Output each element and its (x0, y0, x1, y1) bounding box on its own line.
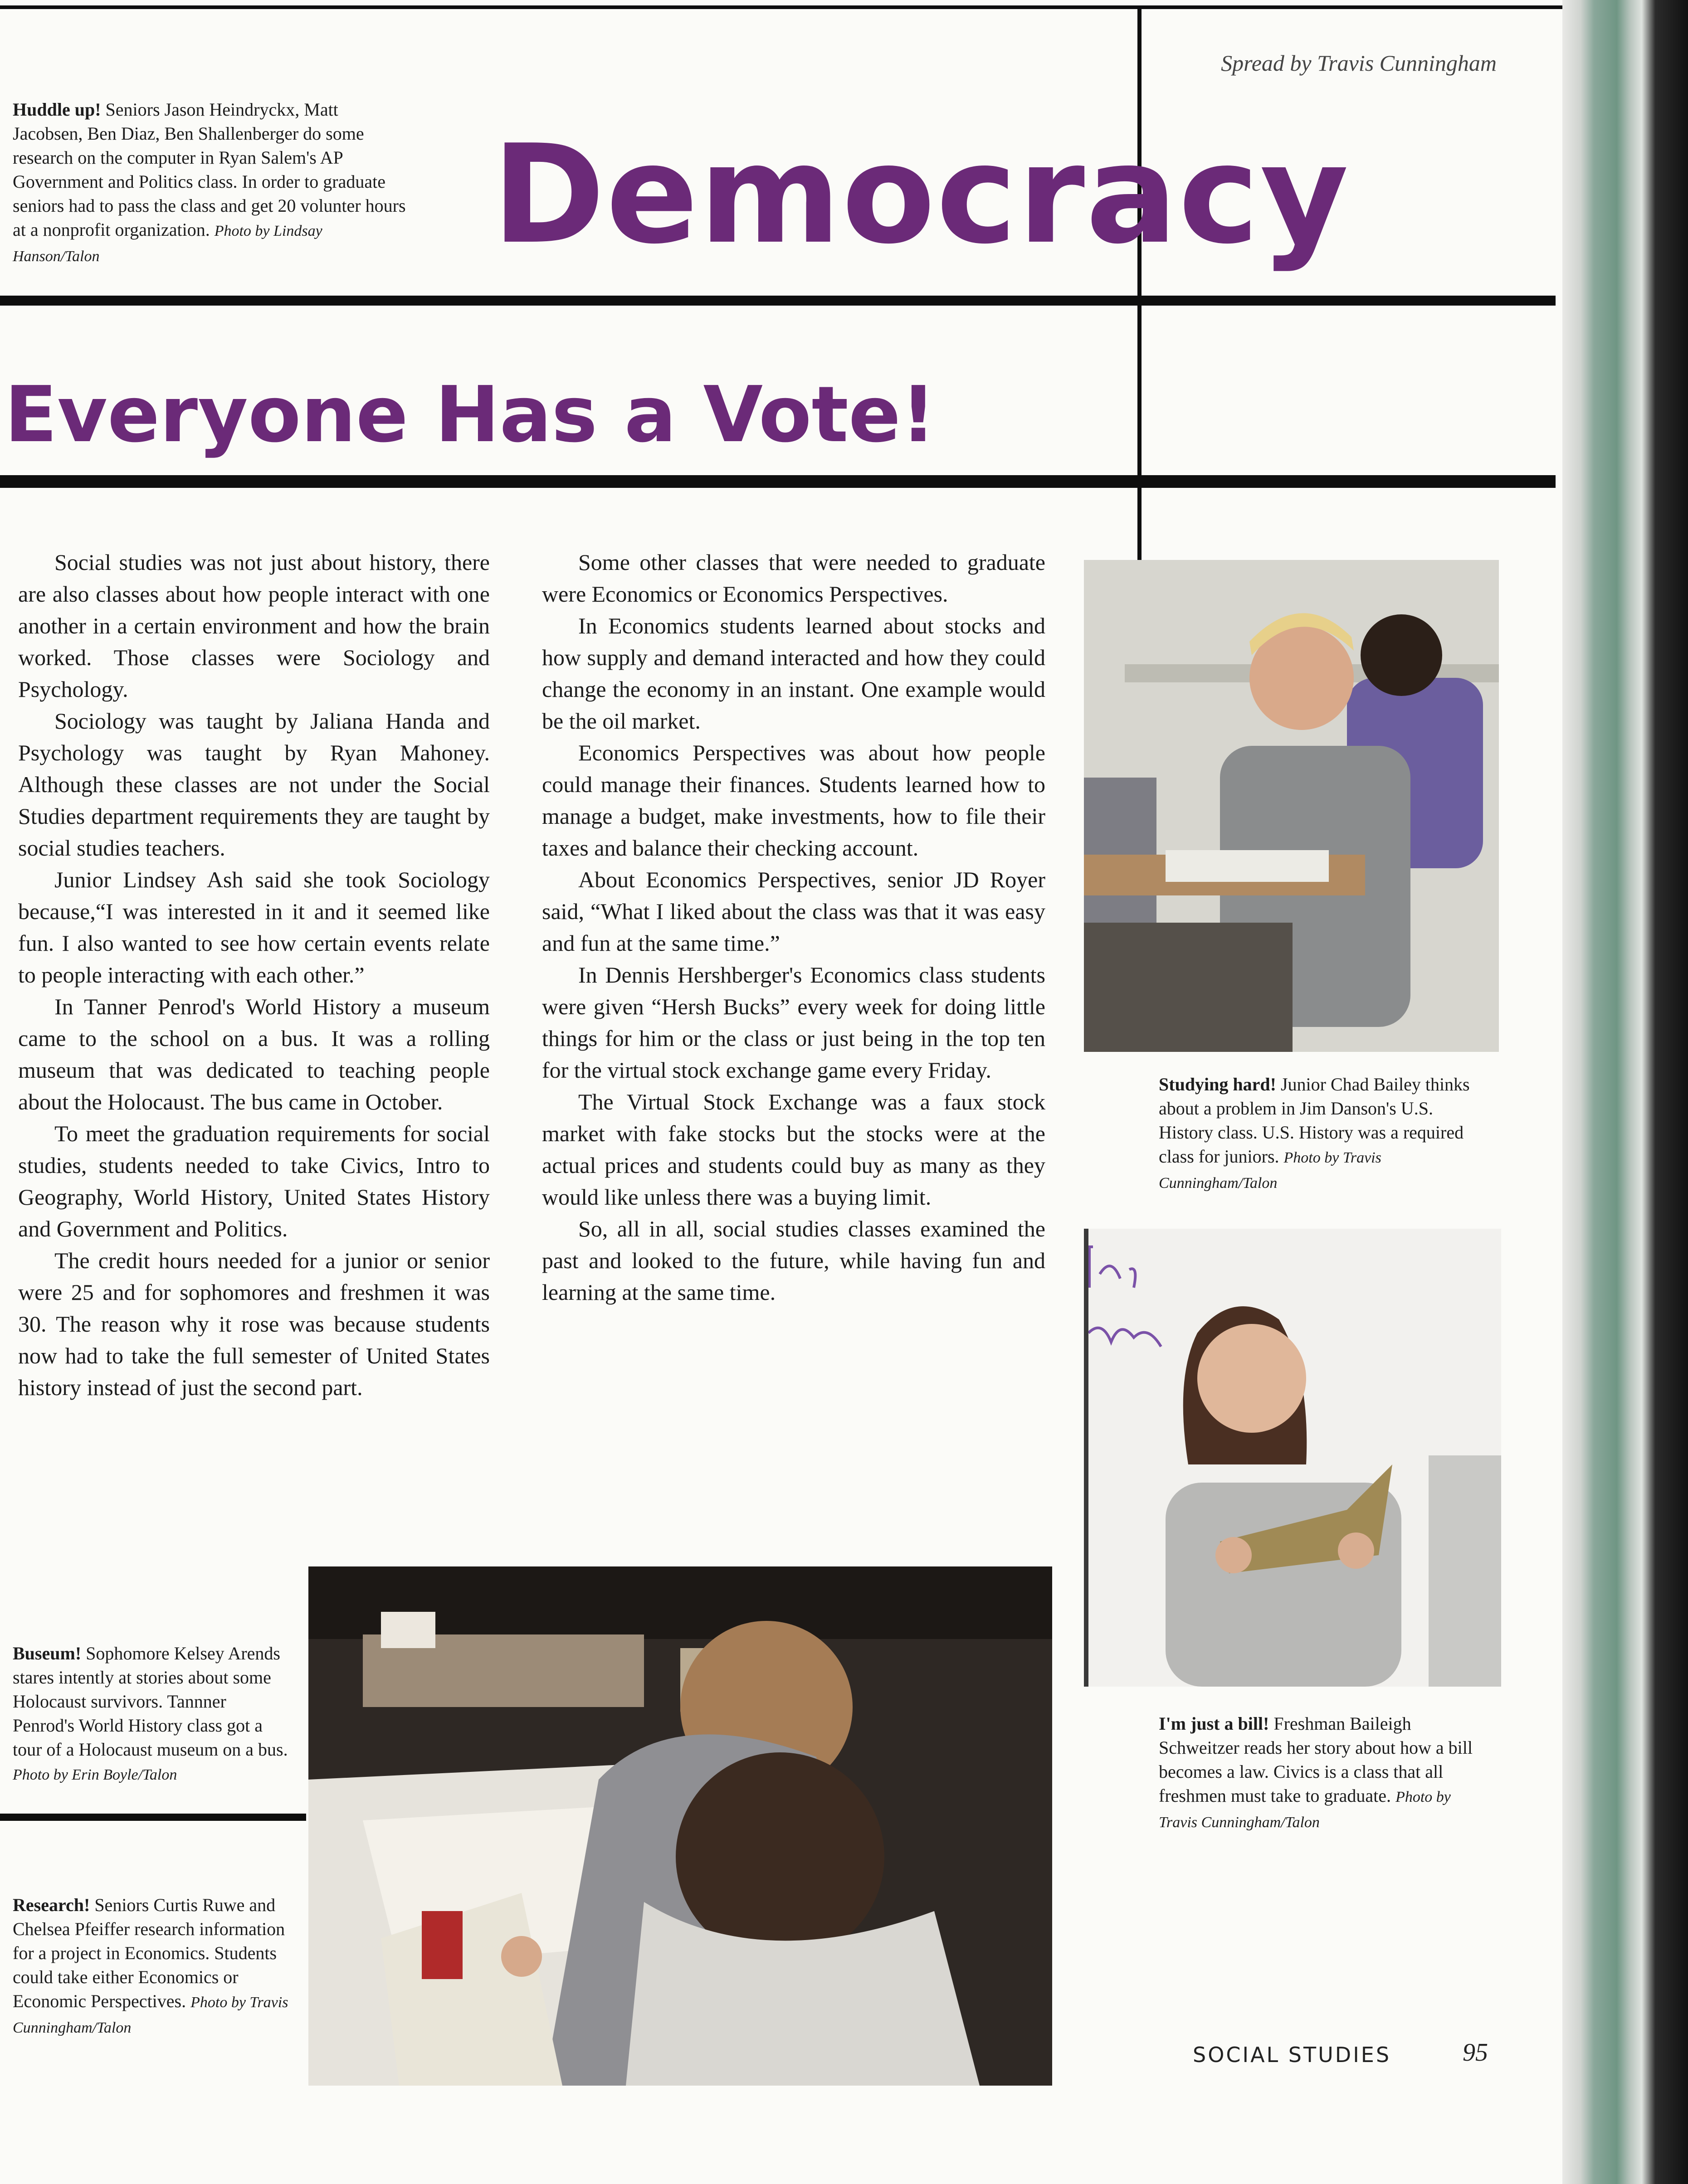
photo-research-image (308, 1566, 1052, 2086)
caption-lead: Huddle up! (13, 99, 101, 120)
caption-bill (1159, 1712, 1485, 1834)
paragraph: The credit hours needed for a junior or senior were 25 and for sophomores and freshmen it was 30. The reason why it rose was because students now had to take the full semester of United States history instead of just the second part. (18, 1248, 490, 1400)
subtitle-rule (0, 475, 1556, 488)
photo-studying-image (1084, 560, 1499, 1052)
photo-bill-image (1084, 1229, 1501, 1687)
paragraph: Social studies was not just about history, there are also classes about how people interact with one another in a certain environment and how the brain worked. Those classes were Sociology and Psychology. (18, 550, 490, 702)
vertical-rule (1137, 9, 1142, 560)
page-title: Democracy (492, 116, 1350, 274)
paragraph: The Virtual Stock Exchange was a faux stock market with fake stocks but the stocks were at the actual prices and students could buy as many as they would like unless there was a buying limit. (542, 1089, 1045, 1210)
header-rule (0, 296, 1556, 306)
photo-credit: Photo by Travis Cunningham/Talon (13, 1994, 288, 2036)
paragraph: Sociology was taught by Jaliana Handa and Psychology was taught by Ryan Mahoney. Although these classes are not under the Social Studies department requirements they are taught by social studies teachers. (18, 708, 490, 861)
photo-bill (1084, 1229, 1501, 1687)
caption-text: Freshman Baileigh Schweitzer reads her story about how a bill becomes a law. Civics is a class that all freshmen must take to graduate. (1159, 1713, 1473, 1806)
caption-research (13, 1893, 298, 2040)
caption-text: Seniors Curtis Ruwe and Chelsea Pfeiffer research information for a project in Economics. Students could take either Economics or Economic Perspectives. (13, 1895, 285, 2011)
article-column-2 (542, 546, 1045, 1308)
caption-divider-rule (0, 1814, 306, 1821)
paragraph: In Tanner Penrod's World History a museum came to the school on a bus. It was a rolling museum that was dedicated to teaching people about the Holocaust. The bus came in October. (18, 994, 490, 1114)
paragraph: So, all in all, social studies classes examined the past and looked to the future, while having fun and learning at the same time. (542, 1216, 1045, 1305)
photo-credit: Photo by Lindsay Hanson/Talon (13, 223, 322, 265)
section-label: SOCIAL STUDIES (1193, 2043, 1391, 2067)
caption-lead: Research! (13, 1895, 90, 1915)
caption-studying (1159, 1072, 1485, 1195)
photo-studying (1084, 560, 1499, 1052)
caption-text: Sophomore Kelsey Arends stares intently at stories about some Holocaust survivors. Tannner Penrod's World History class got a tour of a Holocaust museum on a bus. (13, 1643, 288, 1760)
paragraph: About Economics Perspectives, senior JD Royer said, “What I liked about the class was that it was easy and fun at the same time.” (542, 867, 1045, 956)
paragraph: Junior Lindsey Ash said she took Sociology because,“I was interested in it and it seemed like fun. I also wanted to see how certain events relate to people interacting with each other.” (18, 867, 490, 987)
page-subtitle: Everyone Has a Vote! (5, 370, 936, 460)
caption-text: Seniors Jason Heindryckx, Matt Jacobsen, Ben Diaz, Ben Shallenberger do some research on the computer in Ryan Salem's AP Government and Politics class. In order to graduate seniors had to pass the class and get 20 volunter hours at a nonprofit organization. (13, 99, 406, 240)
caption-lead: I'm just a bill! (1159, 1713, 1269, 1734)
book-binding (1562, 0, 1688, 2184)
paragraph: To meet the graduation requirements for social studies, students needed to take Civics, Intro to Geography, World History, United States History and Government and Politics. (18, 1121, 490, 1241)
caption-buseum (13, 1641, 289, 1787)
caption-lead: Studying hard! (1159, 1074, 1276, 1094)
caption-huddle (13, 97, 412, 268)
paragraph: In Dennis Hershberger's Economics class students were given “Hersh Bucks” every week for doing little things for him or the class or just being in the top ten for the virtual stock exchange game every Friday. (542, 962, 1045, 1083)
photo-credit: Photo by Travis Cunningham/Talon (1159, 1149, 1381, 1192)
spread-credit: Spread by Travis Cunningham (1221, 50, 1497, 76)
paragraph: Economics Perspectives was about how people could manage their finances. Students learned how to manage a budget, make investments, how to file their taxes and balance their checking account. (542, 740, 1045, 861)
photo-credit: Photo by Travis Cunningham/Talon (1159, 1789, 1451, 1831)
caption-lead: Buseum! (13, 1643, 82, 1664)
page-number: 95 (1463, 2038, 1488, 2067)
photo-research (308, 1566, 1052, 2086)
photo-credit: Photo by Erin Boyle/Talon (13, 1766, 177, 1783)
paragraph: In Economics students learned about stocks and how supply and demand interacted and how they could change the economy in an instant. One example would be the oil market. (542, 613, 1045, 734)
caption-text: Junior Chad Bailey thinks about a problem in Jim Danson's U.S. History class. U.S. History was a required class for juniors. (1159, 1074, 1470, 1167)
paragraph: Some other classes that were needed to graduate were Economics or Economics Perspectives. (542, 550, 1045, 607)
top-rule (0, 5, 1562, 9)
article-column-1 (18, 546, 490, 1403)
